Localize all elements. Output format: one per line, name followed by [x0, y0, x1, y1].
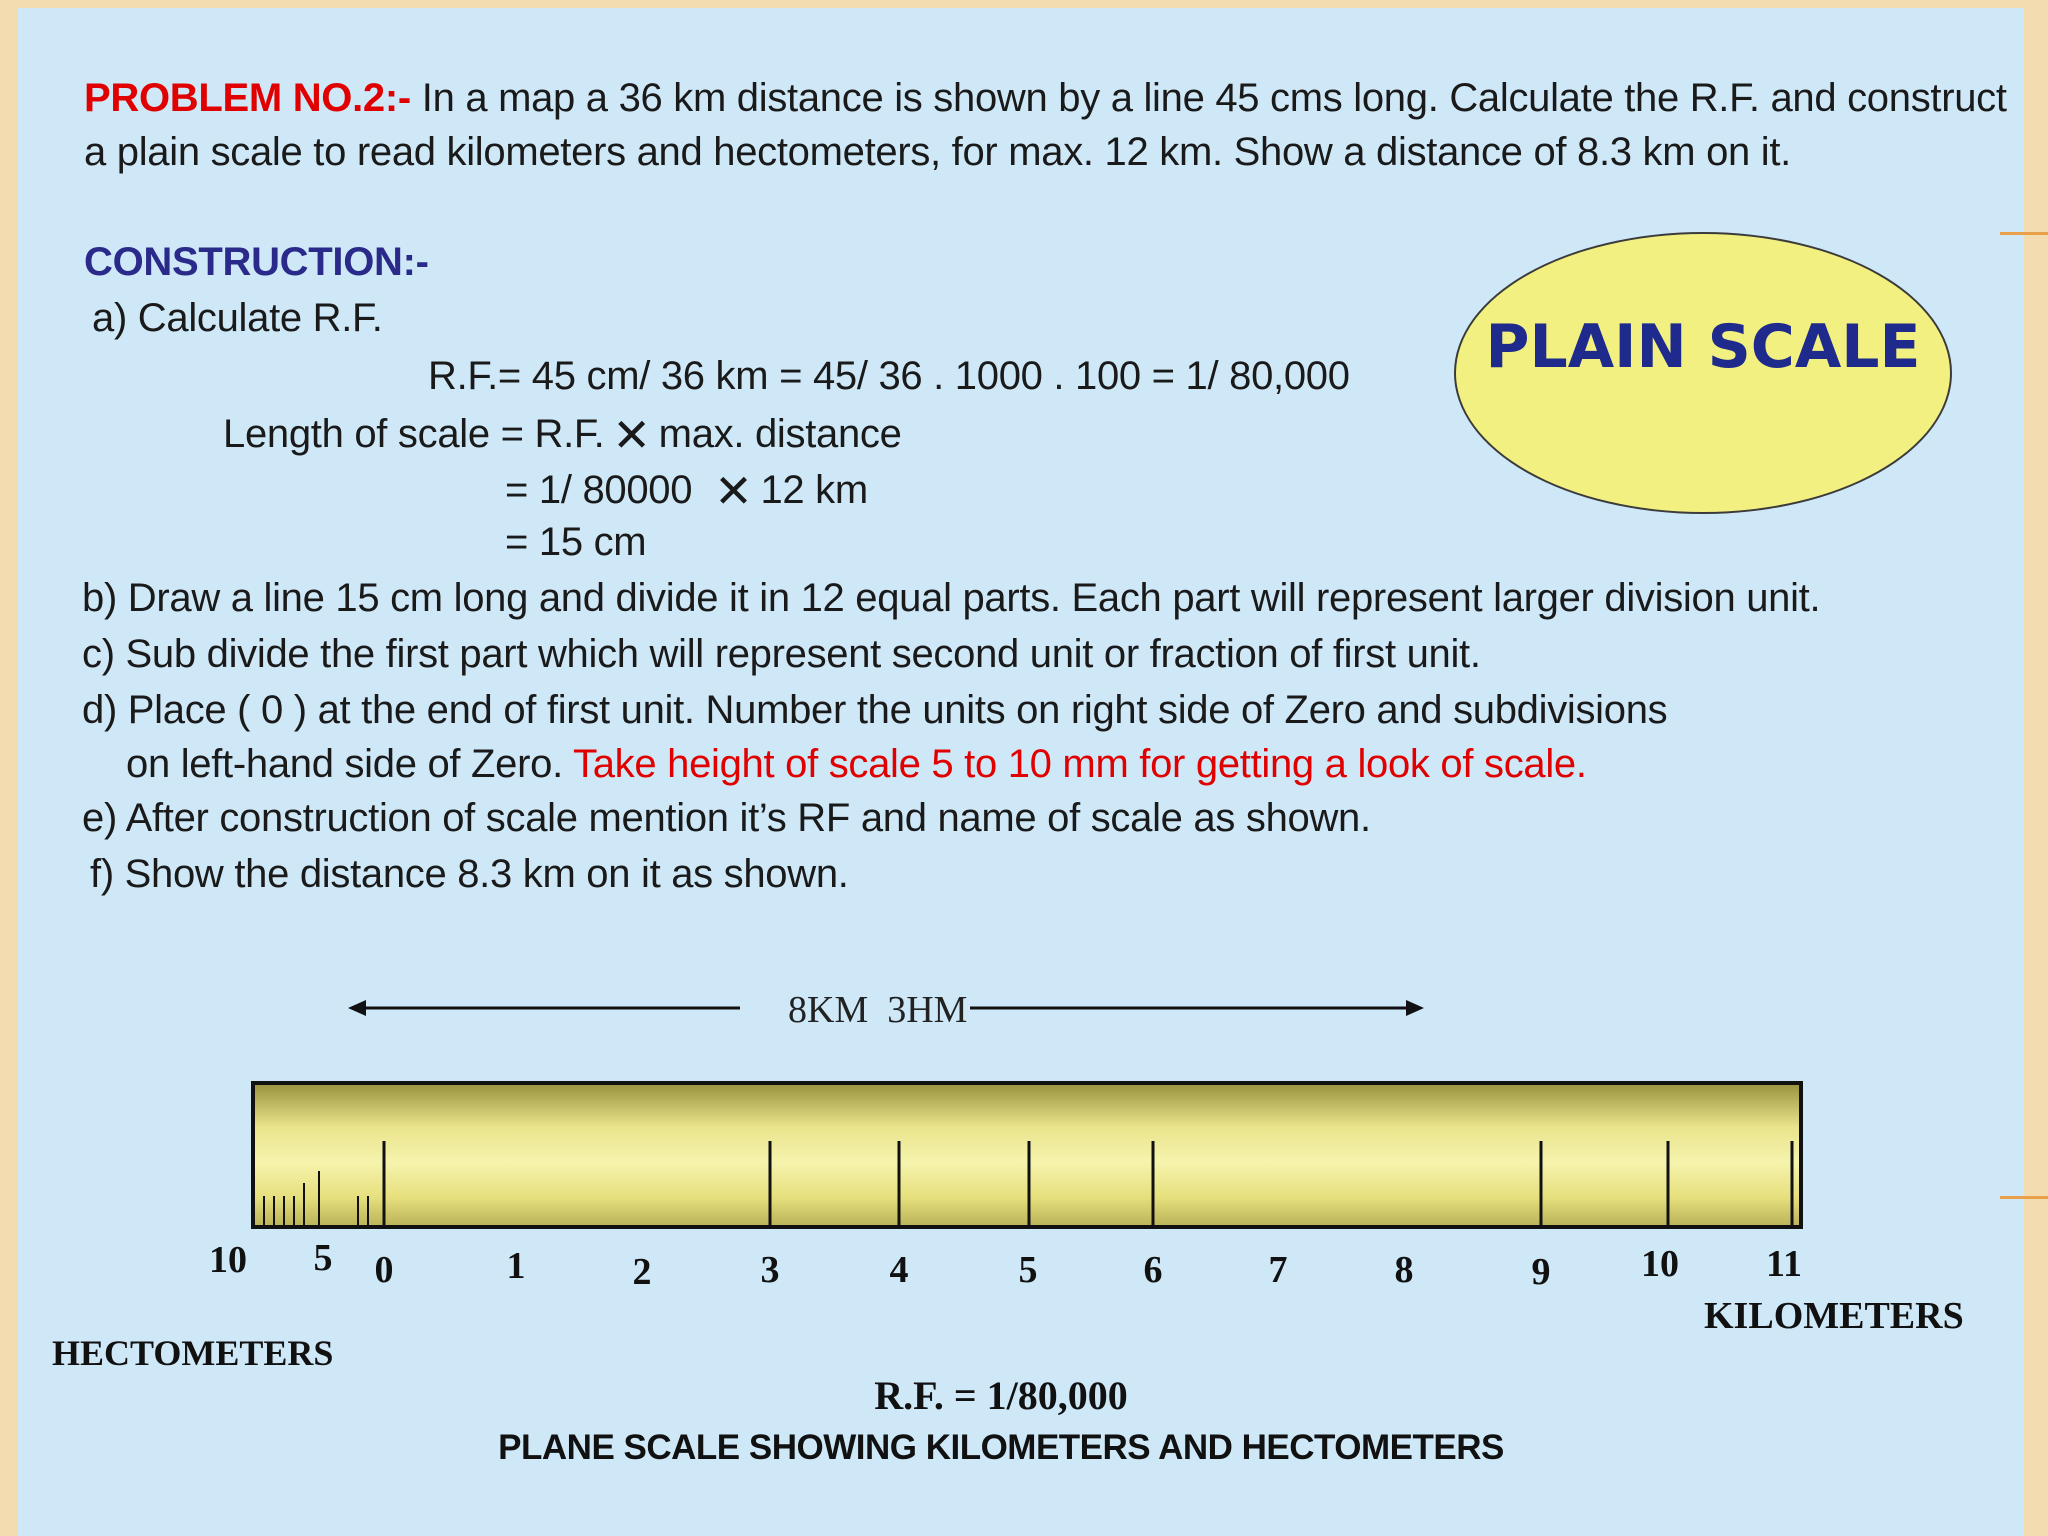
- multiply-icon: ✕: [714, 465, 753, 517]
- calc-result: = 15 cm: [505, 520, 647, 564]
- decor-line-bottom: [2000, 1196, 2048, 1199]
- km-label-3: 3: [760, 1249, 780, 1291]
- km-label-5: 5: [1018, 1249, 1038, 1291]
- calc-line-b: 12 km: [760, 468, 868, 512]
- scale-caption: PLANE SCALE SHOWING KILOMETERS AND HECTOMETERS: [498, 1428, 1504, 1467]
- step-f: f) Show the distance 8.3 km on it as shown.: [90, 852, 849, 896]
- step-b: b) Draw a line 15 cm long and divide it in 12 equal parts. Each part will represent larger division unit.: [82, 576, 1821, 620]
- unit-hm-label: HECTOMETERS: [52, 1333, 334, 1373]
- km-label-10: 10: [1641, 1243, 1679, 1285]
- step-d-highlight: Take height of scale 5 to 10 mm for getting a look of scale.: [573, 742, 1587, 786]
- slide-panel: [18, 8, 2024, 1536]
- construction-heading: CONSTRUCTION:-: [84, 240, 429, 284]
- km-label-6: 6: [1143, 1249, 1163, 1291]
- hm-label-10: 10: [209, 1239, 247, 1281]
- decor-line-top: [2000, 232, 2048, 235]
- distance-label: 8KM 3HM: [788, 989, 968, 1031]
- unit-km-label: KILOMETERS: [1704, 1295, 1964, 1337]
- problem-text-1: In a map a 36 km distance is shown by a line 45 cms long. Calculate the R.F. and construct: [421, 76, 2007, 120]
- km-label-2: 2: [632, 1251, 652, 1293]
- length-label-a: Length of scale = R.F.: [223, 412, 605, 456]
- problem-line-2: a plain scale to read kilometers and hectometers, for max. 12 km. Show a distance of 8.3 km on it.: [84, 130, 1791, 174]
- km-label-8: 8: [1394, 1249, 1414, 1291]
- step-d-line-1: d) Place ( 0 ) at the end of first unit. Number the units on right side of Zero and subdivisions: [82, 688, 1668, 732]
- step-e: e) After construction of scale mention it’s RF and name of scale as shown.: [82, 796, 1371, 840]
- km-label-1: 1: [506, 1245, 526, 1287]
- rf-formula: R.F.= 45 cm/ 36 km = 45/ 36 . 1000 . 100 = 1/ 80,000: [428, 354, 1350, 398]
- multiply-icon: ✕: [612, 409, 651, 461]
- step-a-label: a) Calculate R.F.: [92, 296, 383, 340]
- km-label-4: 4: [889, 1249, 909, 1291]
- km-label-7: 7: [1268, 1249, 1288, 1291]
- scale-rf-label: R.F. = 1/80,000: [874, 1373, 1128, 1418]
- badge-text: PLAIN SCALE: [1485, 312, 1921, 382]
- length-label-b: max. distance: [658, 412, 902, 456]
- step-c: c) Sub divide the first part which will represent second unit or fraction of first unit.: [82, 632, 1481, 676]
- km-label-0: 0: [374, 1249, 394, 1291]
- hm-label-5: 5: [313, 1237, 333, 1279]
- step-d-plain: on left-hand side of Zero.: [126, 742, 563, 786]
- calc-line-a: = 1/ 80000: [505, 468, 693, 512]
- problem-label: PROBLEM NO.2:-: [84, 76, 411, 120]
- km-label-9: 9: [1531, 1251, 1551, 1293]
- km-label-11: 11: [1766, 1243, 1802, 1285]
